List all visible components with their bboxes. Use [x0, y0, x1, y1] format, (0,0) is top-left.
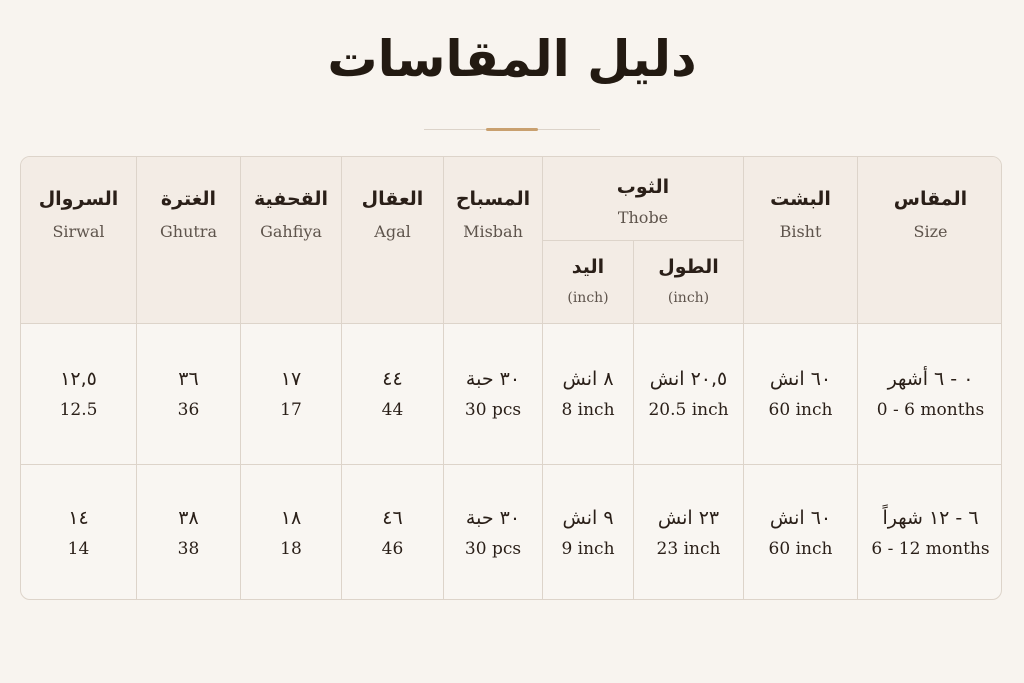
- cell-value-ar: ٩ انش: [562, 507, 614, 529]
- cell-value-en: 60 inch: [768, 400, 833, 420]
- cell-value-en: 14: [67, 539, 90, 559]
- cell-value-ar: ٤٤: [382, 368, 403, 390]
- table-cell-sirwal: [21, 465, 136, 600]
- cell-value-ar: ٦ - ١٢ شهراً: [882, 507, 979, 529]
- cell-value-en: 60 inch: [768, 539, 833, 559]
- header-ghutra-en: Ghutra: [159, 221, 217, 241]
- thobe-subheader-divider: [542, 240, 743, 241]
- cell-value-en: 23 inch: [656, 539, 721, 559]
- header-length-en: (inch): [667, 290, 710, 306]
- table-cell-size: [858, 465, 1002, 600]
- table-cell-agal: [342, 324, 443, 464]
- table-cell-misbah: [444, 465, 542, 600]
- cell-value-ar: ١٢,٥: [60, 368, 97, 390]
- cell-value-ar: ١٤: [68, 507, 89, 529]
- cell-value-ar: ٠ - ٦ أشهر: [887, 368, 974, 390]
- header-agal-en: Agal: [374, 221, 411, 241]
- table-cell-ghutra: [137, 324, 240, 464]
- cell-value-en: 30 pcs: [464, 539, 522, 559]
- cell-value-en: 38: [177, 539, 200, 559]
- table-cell-bisht: [744, 465, 857, 600]
- header-gahfiya-en: Gahfiya: [260, 221, 322, 241]
- table-cell-length: [634, 324, 743, 464]
- header-thobe: [543, 165, 743, 237]
- header-size-en: Size: [913, 221, 948, 241]
- header-sirwal: [21, 157, 136, 271]
- table-cell-sleeve: [543, 465, 633, 600]
- cell-value-en: 12.5: [59, 400, 98, 420]
- header-bisht-en: Bisht: [779, 221, 822, 241]
- cell-value-ar: ٢٠,٥ انش: [649, 368, 728, 390]
- cell-value-ar: ٣٠ حبة: [465, 368, 521, 390]
- cell-value-en: 17: [280, 400, 302, 420]
- header-thobe-sleeve: [543, 249, 633, 313]
- cell-value-ar: ٨ انش: [562, 368, 614, 390]
- header-size-ar: المقاس: [893, 187, 968, 210]
- table-cell-gahfiya: [241, 324, 341, 464]
- table-cell-ghutra: [137, 465, 240, 600]
- table-cell-sleeve: [543, 324, 633, 464]
- header-ghutra-ar: الغترة: [160, 187, 217, 210]
- cell-value-en: 20.5 inch: [648, 400, 729, 420]
- table-cell-gahfiya: [241, 465, 341, 600]
- cell-value-ar: ٦٠ انش: [769, 507, 832, 529]
- cell-value-en: 0 - 6 months: [876, 400, 985, 420]
- cell-value-ar: ٣٦: [178, 368, 199, 390]
- header-gahfiya: [241, 157, 341, 271]
- cell-value-en: 30 pcs: [464, 400, 522, 420]
- header-misbah: [444, 157, 542, 271]
- header-thobe-en: Thobe: [617, 207, 669, 227]
- cell-value-ar: ١٨: [280, 507, 302, 529]
- header-misbah-ar: المسباح: [455, 187, 531, 210]
- cell-value-en: 8 inch: [561, 400, 615, 420]
- cell-value-ar: ٤٦: [382, 507, 403, 529]
- header-thobe-ar: الثوب: [616, 175, 670, 198]
- cell-value-ar: ٣٠ حبة: [465, 507, 521, 529]
- title-divider-accent: [486, 128, 538, 131]
- cell-value-en: 44: [381, 400, 404, 420]
- table-cell-length: [634, 465, 743, 600]
- header-misbah-en: Misbah: [463, 221, 523, 241]
- header-agal: [342, 157, 443, 271]
- header-agal-ar: العقال: [361, 187, 424, 210]
- cell-value-ar: ٦٠ انش: [769, 368, 832, 390]
- header-gahfiya-ar: القحفية: [254, 187, 328, 210]
- cell-value-ar: ٣٨: [178, 507, 199, 529]
- cell-value-en: 18: [280, 539, 302, 559]
- size-guide-table: [20, 156, 1002, 600]
- table-cell-sirwal: [21, 324, 136, 464]
- header-sleeve-ar: اليد: [571, 256, 605, 278]
- cell-value-ar: ٢٣ انش: [657, 507, 720, 529]
- header-bisht: [744, 157, 857, 271]
- header-bisht-ar: البشت: [770, 187, 831, 210]
- header-length-ar: الطول: [658, 256, 719, 278]
- header-ghutra: [137, 157, 240, 271]
- cell-value-en: 46: [381, 539, 404, 559]
- page-title: دليل المقاسات: [327, 30, 697, 88]
- table-cell-size: [858, 324, 1002, 464]
- header-sirwal-ar: السروال: [38, 187, 119, 210]
- header-sirwal-en: Sirwal: [52, 221, 105, 241]
- table-cell-bisht: [744, 324, 857, 464]
- cell-value-en: 36: [177, 400, 200, 420]
- header-size: [858, 157, 1002, 271]
- header-sleeve-en: (inch): [567, 290, 609, 306]
- cell-value-en: 6 - 12 months: [871, 539, 990, 559]
- table-cell-misbah: [444, 324, 542, 464]
- cell-value-ar: ١٧: [280, 368, 302, 390]
- header-thobe-length: [634, 249, 743, 313]
- cell-value-en: 9 inch: [561, 539, 615, 559]
- table-cell-agal: [342, 465, 443, 600]
